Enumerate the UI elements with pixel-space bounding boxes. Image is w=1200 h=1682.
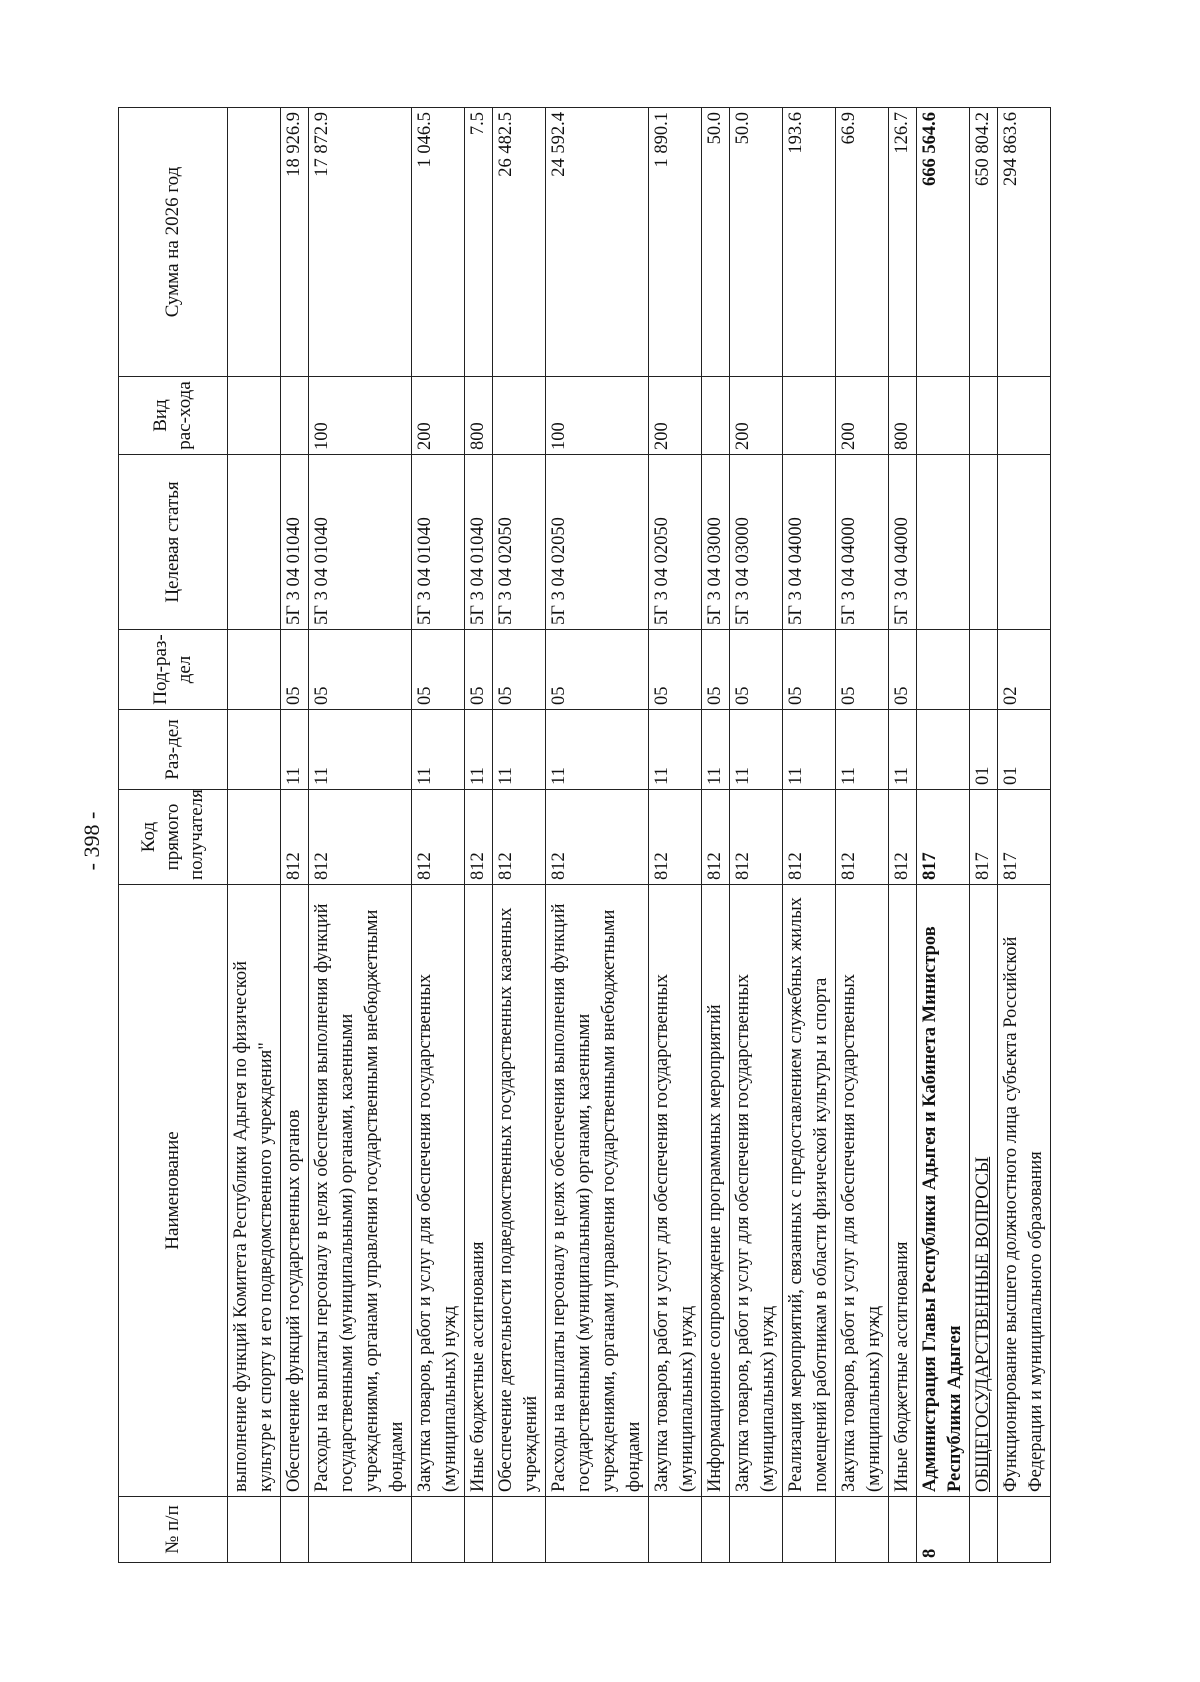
cell-podrazdel: 05 [889,630,917,710]
cell-target: 5Г 3 04 03000 [730,455,783,630]
cell-vid [281,377,309,455]
cell-razdel: 11 [889,710,917,790]
cell-target: 5Г 3 04 03000 [702,455,730,630]
rotated-page-content [118,108,1046,1563]
cell-name [889,885,917,1497]
cell-name-text: Закупка товаров, работ и услуг для обеспечения государственных (муниципальных) нужд [415,973,460,1492]
cell-name-text: Закупка товаров, работ и услуг для обеспечения государственных (муниципальных) нужд [652,973,697,1492]
table-row [917,108,970,1563]
cell-name-text: Расходы на выплаты персоналу в целях обеспечения выполнения функций государственными (муниципальными) органами, казенными учреждениями, органами управления государственными внебюджетными фондами [312,903,407,1492]
cell-vid [228,377,281,455]
cell-sum: 193.6 [783,108,836,377]
cell-name-text: Закупка товаров, работ и услуг для обеспечения государственных (муниципальных) нужд [733,973,778,1492]
cell-podrazdel: 05 [281,630,309,710]
cell-name-text: Реализация мероприятий, связанных с предоставлением служебных жилых помещений работникам в области физической культуры и спорта [786,897,831,1492]
cell-target [970,455,998,630]
cell-code: 817 [998,790,1051,885]
cell-sum: 50.0 [730,108,783,377]
cell-num [998,1497,1051,1563]
cell-razdel: 01 [970,710,998,790]
cell-vid: 200 [836,377,889,455]
cell-sum [228,108,281,377]
cell-name [917,885,970,1497]
cell-vid: 200 [412,377,465,455]
cell-name-text: Администрация Главы Республики Адыгея и Кабинета Министров Республики Адыгея [920,926,965,1492]
cell-num [970,1497,998,1563]
cell-num [465,1497,493,1563]
cell-name [493,885,546,1497]
cell-vid: 200 [649,377,702,455]
cell-code: 812 [730,790,783,885]
header-code: Код прямого получателя [119,790,228,885]
cell-podrazdel: 05 [836,630,889,710]
cell-target [998,455,1051,630]
cell-razdel [917,710,970,790]
cell-name-text: Иные бюджетные ассигнования [468,1241,488,1492]
cell-num [493,1497,546,1563]
cell-sum: 7.5 [465,108,493,377]
cell-code: 812 [702,790,730,885]
cell-target: 5Г 3 04 02050 [493,455,546,630]
cell-target: 5Г 3 04 01040 [281,455,309,630]
cell-target: 5Г 3 04 01040 [412,455,465,630]
table-row [309,108,412,1563]
cell-podrazdel [970,630,998,710]
cell-target: 5Г 3 04 04000 [783,455,836,630]
cell-razdel: 11 [836,710,889,790]
table-row [228,108,281,1563]
cell-num [889,1497,917,1563]
cell-vid [783,377,836,455]
cell-name [649,885,702,1497]
cell-vid [702,377,730,455]
cell-name [730,885,783,1497]
cell-razdel: 11 [702,710,730,790]
cell-vid [998,377,1051,455]
cell-razdel [228,710,281,790]
cell-target: 5Г 3 04 02050 [546,455,649,630]
cell-podrazdel: 05 [702,630,730,710]
cell-target: 5Г 3 04 01040 [465,455,493,630]
cell-name [702,885,730,1497]
cell-sum: 26 482.5 [493,108,546,377]
cell-razdel: 11 [783,710,836,790]
cell-razdel: 11 [465,710,493,790]
table-row [889,108,917,1563]
cell-sum: 24 592.4 [546,108,649,377]
cell-num [836,1497,889,1563]
cell-razdel: 11 [730,710,783,790]
cell-vid [970,377,998,455]
table-row [649,108,702,1563]
cell-podrazdel: 05 [493,630,546,710]
cell-sum: 1 046.5 [412,108,465,377]
cell-podrazdel: 02 [998,630,1051,710]
cell-num: 8 [917,1497,970,1563]
table-row [702,108,730,1563]
cell-num [546,1497,649,1563]
cell-target: 5Г 3 04 01040 [309,455,412,630]
cell-sum: 126.7 [889,108,917,377]
cell-sum: 1 890.1 [649,108,702,377]
cell-name-text: Закупка товаров, работ и услуг для обеспечения государственных (муниципальных) нужд [839,973,884,1492]
table-row [493,108,546,1563]
cell-num [783,1497,836,1563]
cell-target: 5Г 3 04 04000 [889,455,917,630]
cell-code: 812 [546,790,649,885]
cell-code: 817 [917,790,970,885]
cell-name [228,885,281,1497]
table-row [783,108,836,1563]
cell-sum: 50.0 [702,108,730,377]
cell-podrazdel: 05 [465,630,493,710]
cell-vid: 200 [730,377,783,455]
cell-name-text: Функционирование высшего должностного лица субъекта Российской Федерации и муниципального образования [1001,936,1046,1492]
table-row [970,108,998,1563]
header-vid: Вид рас-хода [119,377,228,455]
cell-podrazdel [917,630,970,710]
header-target: Целевая статья [119,455,228,630]
cell-sum: 666 564.6 [917,108,970,377]
table-body [228,108,1051,1563]
header-num: № п/п [119,1497,228,1563]
cell-name [309,885,412,1497]
cell-name [546,885,649,1497]
header-sum: Сумма на 2026 год [119,108,228,377]
cell-podrazdel: 05 [412,630,465,710]
cell-code: 812 [309,790,412,885]
table-row [281,108,309,1563]
cell-vid: 800 [889,377,917,455]
cell-code: 812 [836,790,889,885]
cell-name [998,885,1051,1497]
cell-podrazdel: 05 [730,630,783,710]
cell-vid [917,377,970,455]
table-row [546,108,649,1563]
header-razdel: Раз-дел [119,710,228,790]
cell-razdel: 11 [493,710,546,790]
cell-sum: 66.9 [836,108,889,377]
table-row [465,108,493,1563]
cell-num [649,1497,702,1563]
cell-name [465,885,493,1497]
cell-name [412,885,465,1497]
cell-sum: 294 863.6 [998,108,1051,377]
cell-target: 5Г 3 04 02050 [649,455,702,630]
table-row [730,108,783,1563]
cell-vid: 100 [546,377,649,455]
cell-num [281,1497,309,1563]
cell-razdel: 11 [281,710,309,790]
cell-sum: 18 926.9 [281,108,309,377]
cell-code: 812 [783,790,836,885]
cell-name-text: ОБЩЕГОСУДАРСТВЕННЫЕ ВОПРОСЫ [973,1156,993,1492]
cell-name [836,885,889,1497]
cell-num [730,1497,783,1563]
cell-razdel: 01 [998,710,1051,790]
header-name: Наименование [119,885,228,1497]
cell-name-text: Расходы на выплаты персоналу в целях обеспечения выполнения функций государственными (муниципальными) органами, казенными учреждениями, органами управления государственными внебюджетными фондами [549,903,644,1492]
cell-num [228,1497,281,1563]
cell-razdel: 11 [412,710,465,790]
cell-vid [493,377,546,455]
cell-razdel: 11 [309,710,412,790]
cell-target [917,455,970,630]
cell-sum: 17 872.9 [309,108,412,377]
cell-num [412,1497,465,1563]
cell-podrazdel: 05 [649,630,702,710]
cell-razdel: 11 [546,710,649,790]
cell-code [228,790,281,885]
cell-vid: 100 [309,377,412,455]
budget-table [118,107,1051,1563]
cell-target [228,455,281,630]
cell-name-text: Обеспечение функций государственных органов [284,1109,304,1492]
cell-code: 812 [889,790,917,885]
header-podrazdel: Под-раз-дел [119,630,228,710]
cell-name [783,885,836,1497]
cell-code: 812 [465,790,493,885]
cell-target: 5Г 3 04 04000 [836,455,889,630]
table-row [998,108,1051,1563]
cell-code: 817 [970,790,998,885]
cell-code: 812 [649,790,702,885]
cell-vid: 800 [465,377,493,455]
cell-name-text: Иные бюджетные ассигнования [892,1241,912,1492]
cell-code: 812 [412,790,465,885]
cell-podrazdel [228,630,281,710]
cell-name-text: Обеспечение деятельности подведомственных государственных казенных учреждений [496,907,541,1492]
page-number: - 398 - [79,811,104,871]
table-header-row [119,108,228,1563]
cell-name-text: выполнение функций Комитета Республики Адыгея по физической культуре и спорту и его подведомственного учреждения" [231,961,276,1492]
cell-razdel: 11 [649,710,702,790]
cell-num [309,1497,412,1563]
cell-num [702,1497,730,1563]
cell-podrazdel: 05 [309,630,412,710]
cell-name [281,885,309,1497]
cell-podrazdel: 05 [546,630,649,710]
cell-name [970,885,998,1497]
cell-podrazdel: 05 [783,630,836,710]
cell-sum: 650 804.2 [970,108,998,377]
cell-code: 812 [493,790,546,885]
table-row [836,108,889,1563]
cell-name-text: Информационное сопровождение программных мероприятий [705,1004,725,1492]
table-row [412,108,465,1563]
cell-code: 812 [281,790,309,885]
